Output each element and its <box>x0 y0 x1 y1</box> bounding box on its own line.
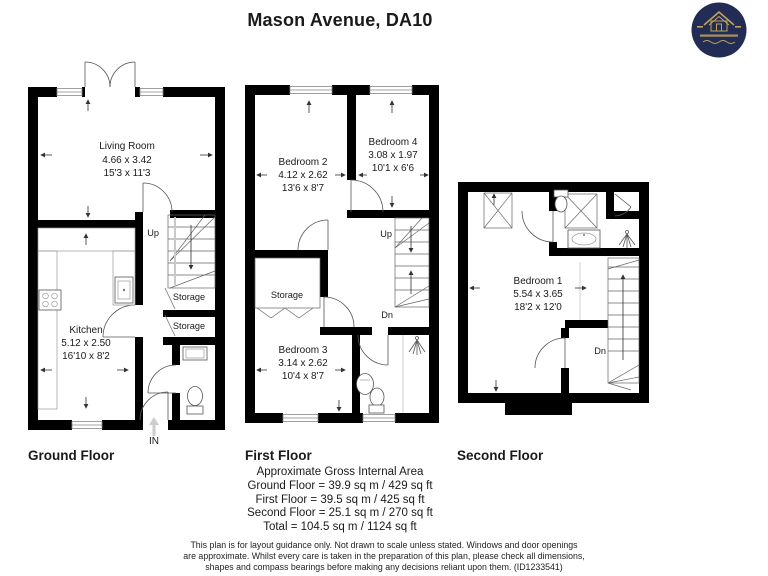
kitchen-fixtures <box>38 228 135 409</box>
stairs-dn-label-second: Dn <box>594 346 606 356</box>
bedroom4-dim-imperial: 10'1 x 6'6 <box>371 163 415 174</box>
french-doors <box>85 62 135 87</box>
logo-circle <box>692 3 747 58</box>
bathroom-fixtures <box>357 335 426 413</box>
bedroom2-dim-metric: 4.12 x 2.62 <box>278 170 328 181</box>
first-doors <box>298 180 388 365</box>
estate-agency-logo <box>687 1 751 61</box>
area-ground: Ground Floor = 39.9 sq m / 429 sq ft <box>247 479 433 492</box>
disclaimer <box>0 540 768 574</box>
ground-stairs <box>168 215 215 288</box>
room-label-bedroom1: Bedroom 1 <box>513 276 563 287</box>
stairs-dn-label-first: Dn <box>381 310 393 320</box>
room-label-bedroom2: Bedroom 2 <box>278 157 328 168</box>
room-label-bedroom4: Bedroom 4 <box>368 137 418 148</box>
room-label-storage-first: Storage <box>270 290 304 300</box>
living-dim-imperial: 15'3 x 11'3 <box>103 168 151 179</box>
ground-walls <box>28 87 225 430</box>
first-floor-caption: First Floor <box>245 448 312 463</box>
stairs-up-label-ground: Up <box>147 228 159 238</box>
first-stairs <box>395 218 429 307</box>
bedroom1-dim-imperial: 18'2 x 12'0 <box>514 302 562 313</box>
second-floor-caption: Second Floor <box>457 448 544 463</box>
second-floor-plan <box>455 175 655 425</box>
ground-floor-caption: Ground Floor <box>28 448 115 463</box>
room-label-storage-1: Storage <box>172 292 206 302</box>
disclaimer-line-1: This plan is for layout guidance only. Not drawn to scale unless stated. Windows and door openings <box>190 540 578 550</box>
kitchen-dim-imperial: 16'10 x 8'2 <box>62 351 110 362</box>
bedroom3-dim-imperial: 10'4 x 8'7 <box>281 371 325 382</box>
area-total: Total = 104.5 sq m / 1124 sq ft <box>263 521 417 534</box>
shower-head-icon-2 <box>619 231 635 249</box>
room-label-storage-2: Storage <box>172 321 206 331</box>
skylights <box>484 193 597 228</box>
ground-windows <box>57 89 163 429</box>
area-first: First Floor = 39.5 sq m / 425 sq ft <box>255 493 425 506</box>
room-label-living: Living Room <box>99 141 155 152</box>
first-floor-plan <box>243 80 443 430</box>
entrance-arrow <box>149 417 159 436</box>
bedroom1-dim-metric: 5.54 x 3.65 <box>513 289 563 300</box>
bedroom3-dim-metric: 3.14 x 2.62 <box>278 358 328 369</box>
disclaimer-line-3: shapes and compass bearings before making any decisions reliant upon them. (ID1233541) <box>205 562 563 573</box>
second-stairs <box>608 258 639 390</box>
area-heading: Approximate Gross Internal Area <box>256 466 424 478</box>
room-label-kitchen: Kitchen <box>69 325 103 336</box>
bedroom4-dim-metric: 3.08 x 1.97 <box>368 150 418 161</box>
area-second: Second Floor = 25.1 sq m / 270 sq ft <box>247 507 433 520</box>
bedroom2-dim-imperial: 13'6 x 8'7 <box>281 183 325 194</box>
living-dim-metric: 4.66 x 3.42 <box>102 155 152 166</box>
area-summary <box>190 466 490 535</box>
stairs-up-label-first: Up <box>380 229 392 239</box>
room-label-bedroom3: Bedroom 3 <box>278 345 328 356</box>
ground-floor-plan <box>25 55 237 445</box>
shower-head-icon <box>409 337 425 356</box>
wc-fixtures <box>183 347 207 414</box>
page-title: Mason Avenue, DA10 <box>247 10 433 30</box>
kitchen-dim-metric: 5.12 x 2.50 <box>61 338 111 349</box>
disclaimer-line-2: are approximate. Whilst every care is taken in the preparation of this plan, please check all dimensions, <box>183 551 585 562</box>
entrance-in-label: IN <box>149 436 159 445</box>
first-storage-closet <box>255 258 320 318</box>
